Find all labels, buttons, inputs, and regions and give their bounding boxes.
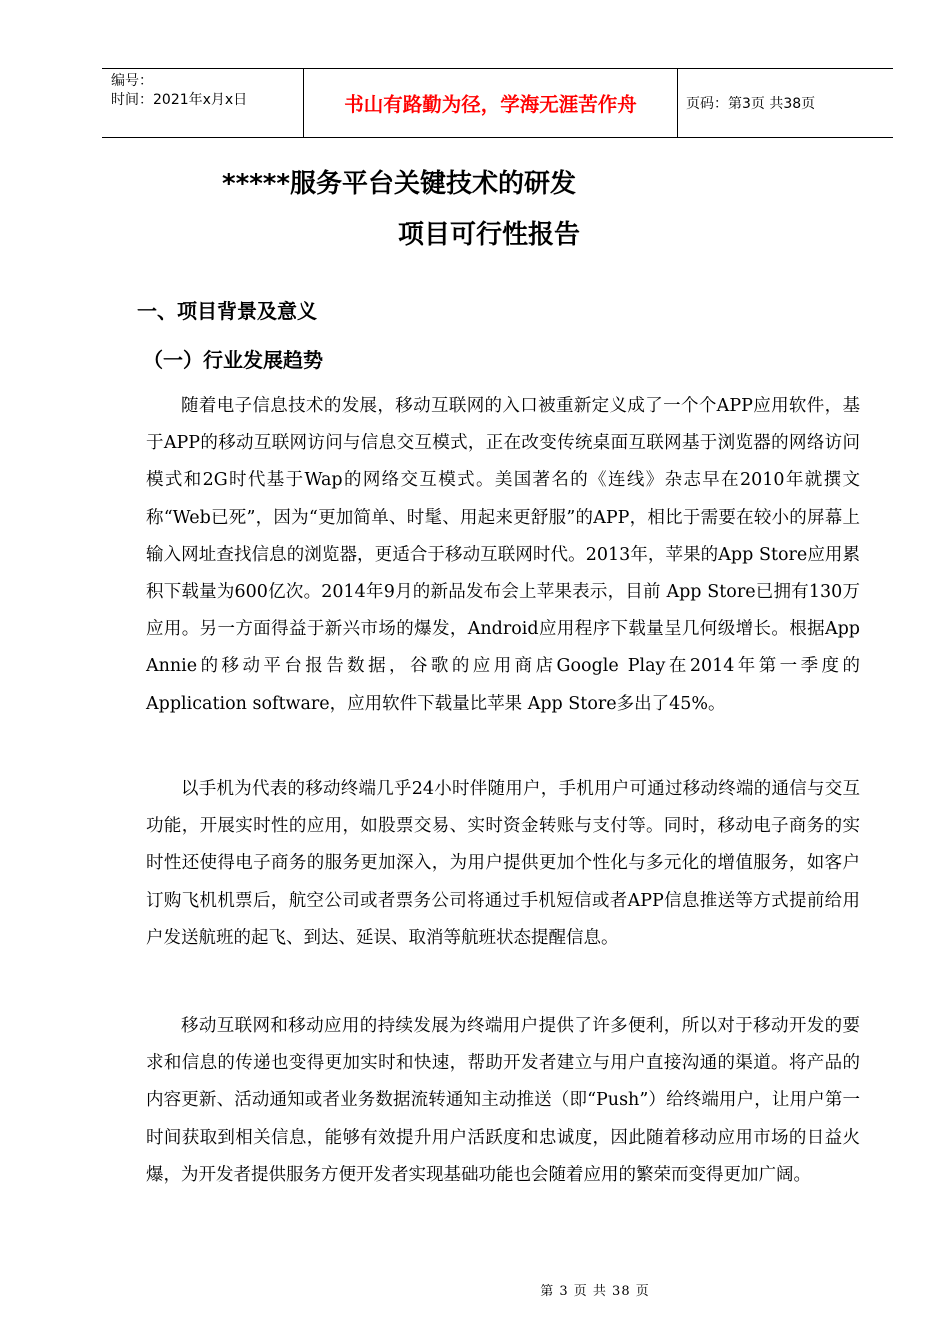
footer-page-number: 第 3 页 共 38 页 xyxy=(540,1284,650,1299)
page-footer xyxy=(0,1280,950,1299)
paragraph-3: 移动互联网和移动应用的持续发展为终端用户提供了许多便利，所以对于移动开发的要求和信息的传递也变得更加实时和快速，帮助开发者建立与用户直接沟通的渠道。将产品的内容更新、活动通知或者业务数据流转通知主动推送（即“Push”）给终端用户，让用户第一时间获取到相关信息，能够有效提升用户活跃度和忠诚度，因此随着移动应用市场的日益火爆，为开发者提供服务方便开发者实现基础功能也会随着应用的繁荣而变得更加广阔。 xyxy=(146,1016,860,1185)
subsection-heading: （一）行业发展趋势 xyxy=(143,348,323,372)
page-header xyxy=(102,68,893,138)
document-title-line2: 项目可行性报告 xyxy=(398,220,581,250)
section-heading: 一、项目背景及意义 xyxy=(137,299,317,323)
header-motto: 书山有路勤为径，学海无涯苦作舟 xyxy=(304,69,678,137)
header-page-info: 页码：第3页 共38页 xyxy=(686,96,816,112)
paragraph-1: 随着电子信息技术的发展，移动互联网的入口被重新定义成了一个个APP应用软件，基于APP的移动互联网访问与信息交互模式，正在改变传统桌面互联网基于浏览器的网络访问模式和2G时代基于Wap的网络交互模式。美国著名的《连线》杂志早在2010年就撰文称“Web已死”，因为“更加简单、时髦、用起来更舒服”的APP，相比于需要在较小的屏幕上输入网址查找信息的浏览器，更适合于移动互联网时代。2013年，苹果的App Store应用累积下载量为600亿次。2014年9月的新品发布会上苹果表示，目前 App Store已拥有130万应用。另一方面得益于新兴市场的爆发，Android应用程序下载量呈几何级增长。根据App Annie的移动平台报告数据，谷歌的应用商店Google Play在2014年第一季度的Application software，应用软件下载量比苹果 App Store多出了45%。 xyxy=(146,396,860,714)
header-number-label: 编号： xyxy=(111,73,153,89)
header-meta xyxy=(102,69,304,137)
header-time-label: 时间：2021年x月x日 xyxy=(111,92,248,108)
document-title-line1: *****服务平台关键技术的研发 xyxy=(222,169,576,199)
paragraph-2: 以手机为代表的移动终端几乎24小时伴随用户，手机用户可通过移动终端的通信与交互功能，开展实时性的应用，如股票交易、实时资金转账与支付等。同时，移动电子商务的实时性还使得电子商务的服务更加深入，为用户提供更加个性化与多元化的增值服务，如客户订购飞机机票后，航空公司或者票务公司将通过手机短信或者APP信息推送等方式提前给用户发送航班的起飞、到达、延误、取消等航班状态提醒信息。 xyxy=(146,779,860,948)
